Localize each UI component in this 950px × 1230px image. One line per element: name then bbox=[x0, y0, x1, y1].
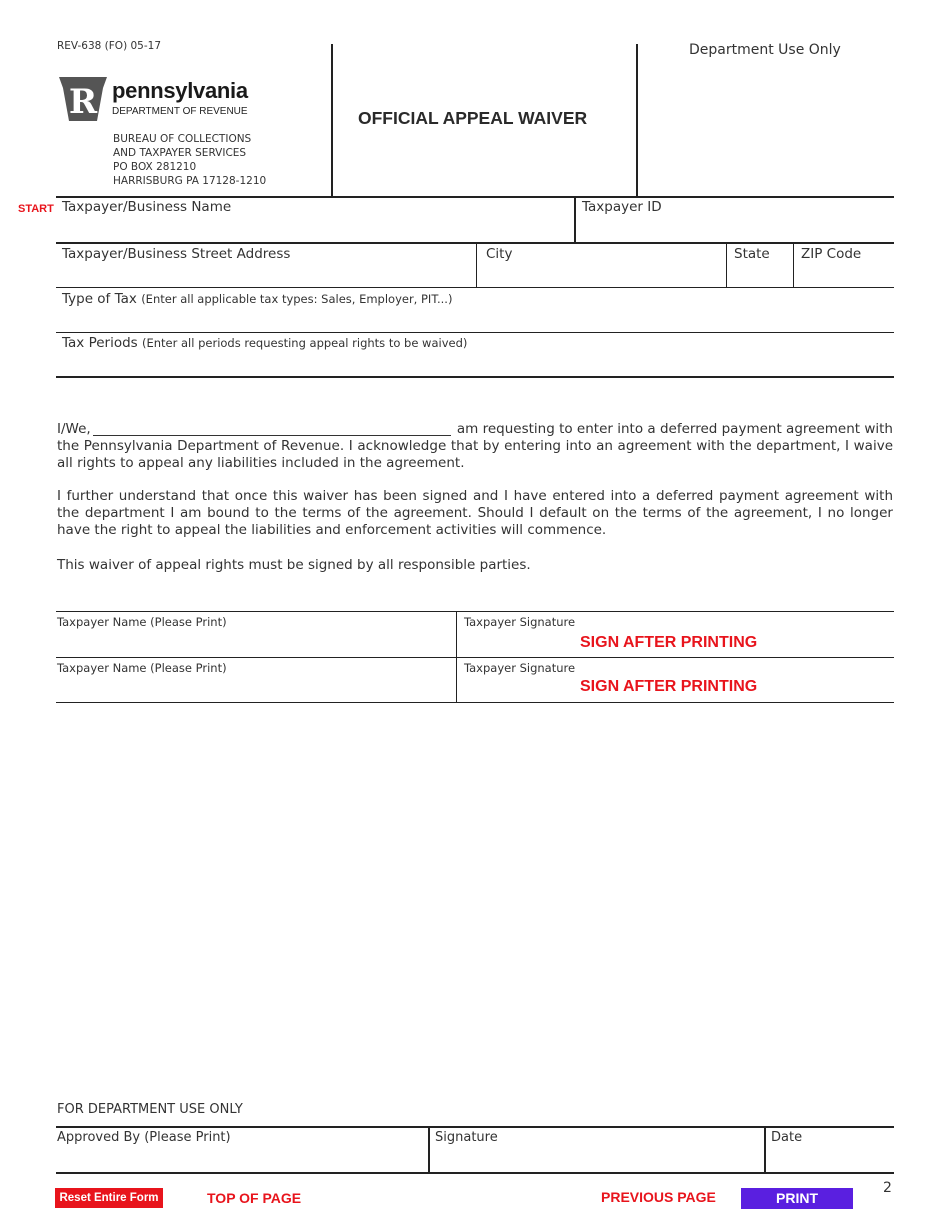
form-title: OFFICIAL APPEAL WAIVER bbox=[358, 108, 588, 128]
city-label: City bbox=[486, 246, 513, 262]
row2-bottom-rule bbox=[56, 287, 894, 288]
row4-bottom-rule bbox=[56, 376, 894, 378]
city-input[interactable] bbox=[486, 264, 722, 286]
agreement-first-line bbox=[57, 420, 893, 438]
taxpayer-name-input[interactable] bbox=[62, 218, 571, 240]
taxpayer-id-input[interactable] bbox=[582, 218, 891, 240]
print-button[interactable]: PRINT bbox=[741, 1188, 853, 1209]
state-label: State bbox=[734, 246, 770, 262]
address-line: BUREAU OF COLLECTIONS bbox=[113, 133, 252, 145]
agreement-paragraph-3: This waiver of appeal rights must be signed by all responsible parties. bbox=[57, 557, 531, 573]
signature-top-rule bbox=[56, 611, 894, 612]
top-of-page-link[interactable]: TOP OF PAGE bbox=[207, 1190, 302, 1206]
dept-top-rule bbox=[56, 1126, 894, 1128]
form-code: REV-638 (FO) 05-17 bbox=[57, 40, 162, 52]
row1-divider bbox=[574, 196, 576, 242]
sign-after-printing-note: SIGN AFTER PRINTING bbox=[580, 634, 758, 651]
page-number: 2 bbox=[883, 1180, 892, 1196]
taxpayer-name-label: Taxpayer/Business Name bbox=[62, 199, 232, 215]
address-line: PO BOX 281210 bbox=[113, 161, 197, 173]
iwe-name-input[interactable] bbox=[93, 420, 451, 436]
para1-suffix: am requesting to enter into a deferred payment agreement with bbox=[456, 421, 893, 437]
dept-divider-2 bbox=[764, 1126, 766, 1172]
zip-input[interactable] bbox=[801, 264, 893, 286]
department-use-heading: FOR DEPARTMENT USE ONLY bbox=[57, 1102, 243, 1117]
sign-after-printing-note: SIGN AFTER PRINTING bbox=[580, 678, 758, 695]
dept-bottom-rule bbox=[56, 1172, 894, 1174]
signature-middle-rule bbox=[56, 657, 894, 658]
address-line: AND TAXPAYER SERVICES bbox=[113, 147, 247, 159]
tax-periods-hint: (Enter all periods requesting appeal rights to be waived) bbox=[142, 336, 468, 350]
type-of-tax-title: Type of Tax bbox=[62, 291, 137, 307]
taxpayer-name-print-input-1[interactable] bbox=[60, 632, 454, 654]
type-of-tax-hint: (Enter all applicable tax types: Sales, Employer, PIT...) bbox=[141, 292, 453, 306]
street-address-label: Taxpayer/Business Street Address bbox=[62, 246, 291, 262]
taxpayer-signature-label: Taxpayer Signature bbox=[464, 661, 576, 675]
approved-by-label: Approved By (Please Print) bbox=[57, 1130, 231, 1145]
row1-bottom-rule bbox=[56, 242, 894, 244]
address-line: HARRISBURG PA 17128-1210 bbox=[113, 175, 267, 187]
tax-periods-title: Tax Periods bbox=[62, 335, 138, 351]
type-of-tax-label bbox=[62, 291, 452, 307]
state-input[interactable] bbox=[734, 264, 790, 286]
signature-bottom-rule bbox=[56, 702, 894, 703]
type-of-tax-input[interactable] bbox=[62, 310, 891, 332]
reset-form-button[interactable]: Reset Entire Form bbox=[55, 1188, 163, 1208]
row2-divider-city bbox=[476, 243, 477, 287]
header-divider-right bbox=[636, 44, 638, 196]
approved-by-input[interactable] bbox=[60, 1148, 424, 1170]
row2-divider-state bbox=[726, 243, 727, 287]
zip-label: ZIP Code bbox=[801, 246, 862, 262]
tax-periods-label bbox=[62, 335, 467, 351]
street-address-input[interactable] bbox=[62, 264, 471, 286]
date-input[interactable] bbox=[771, 1148, 893, 1170]
iwe-prefix: I/We, bbox=[57, 421, 91, 437]
taxpayer-signature-label: Taxpayer Signature bbox=[464, 615, 576, 629]
taxpayer-id-label: Taxpayer ID bbox=[582, 199, 662, 215]
dept-signature-label: Signature bbox=[435, 1130, 498, 1145]
keystone-logo bbox=[57, 74, 109, 124]
previous-page-link[interactable]: PREVIOUS PAGE bbox=[601, 1189, 716, 1205]
dept-divider-1 bbox=[428, 1126, 430, 1172]
mailing-address bbox=[113, 132, 266, 188]
row2-divider-zip bbox=[793, 243, 794, 287]
dept-signature-input[interactable] bbox=[435, 1148, 761, 1170]
start-marker: START bbox=[18, 203, 54, 215]
fields-top-rule bbox=[56, 196, 894, 198]
para1-rest: the Pennsylvania Department of Revenue. I acknowledge that by entering into an agreement with the department, I waive all rights to appeal any liabilities included in the agreement. bbox=[57, 438, 893, 471]
department-name: DEPARTMENT OF REVENUE bbox=[112, 106, 248, 117]
department-use-only-label: Department Use Only bbox=[689, 42, 841, 58]
agreement-paragraph-1 bbox=[57, 420, 893, 472]
taxpayer-name-print-input-2[interactable] bbox=[60, 678, 454, 700]
row3-bottom-rule bbox=[56, 332, 894, 333]
taxpayer-name-print-label: Taxpayer Name (Please Print) bbox=[57, 661, 227, 675]
svg-text:R: R bbox=[68, 82, 98, 122]
tax-periods-input[interactable] bbox=[62, 354, 891, 376]
date-label: Date bbox=[771, 1130, 803, 1145]
header-divider-left bbox=[331, 44, 333, 196]
brand-name: pennsylvania bbox=[112, 78, 248, 103]
agreement-paragraph-2: I further understand that once this waiver has been signed and I have entered into a deferred payment agreement with the department I am bound to the terms of the agreement. Should I default on the terms of the agreement, I no longer have the right to appeal the liabilities and enforcement activities will commence. bbox=[57, 488, 893, 538]
taxpayer-name-print-label: Taxpayer Name (Please Print) bbox=[57, 615, 227, 629]
